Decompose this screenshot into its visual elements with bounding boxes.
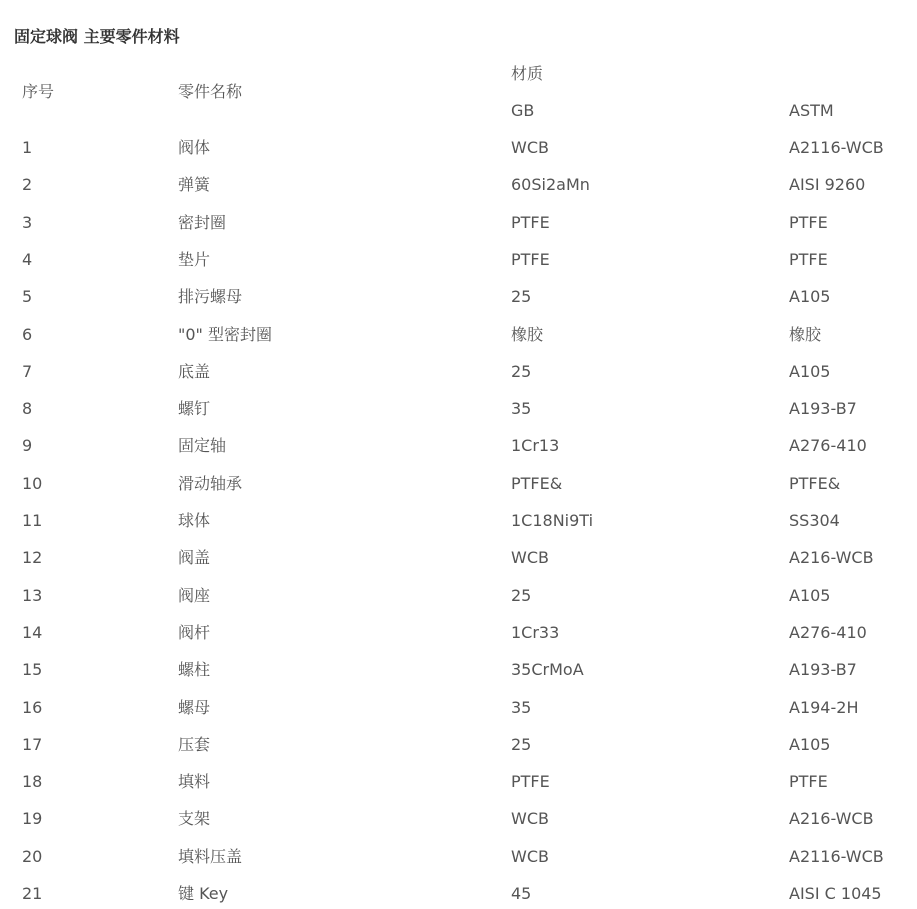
header-material: 材质	[511, 64, 544, 83]
cell-part-name: 支架	[178, 809, 211, 828]
cell-gb-material: 45	[511, 884, 532, 903]
cell-gb-material: WCB	[511, 847, 549, 866]
cell-part-name: 球体	[178, 511, 211, 530]
cell-astm-material: A216-WCB	[789, 548, 874, 567]
cell-no: 17	[22, 735, 43, 754]
cell-gb-material: 橡胶	[511, 325, 544, 344]
cell-no: 14	[22, 623, 43, 642]
cell-gb-material: 25	[511, 362, 532, 381]
cell-gb-material: WCB	[511, 809, 549, 828]
cell-no: 9	[22, 436, 33, 455]
cell-gb-material: PTFE	[511, 250, 550, 269]
cell-astm-material: PTFE	[789, 213, 828, 232]
cell-no: 21	[22, 884, 43, 903]
cell-astm-material: A276-410	[789, 623, 867, 642]
cell-no: 6	[22, 325, 33, 344]
cell-no: 20	[22, 847, 43, 866]
cell-astm-material: A276-410	[789, 436, 867, 455]
cell-gb-material: 35	[511, 399, 532, 418]
cell-part-name: 排污螺母	[178, 287, 243, 306]
cell-astm-material: PTFE	[789, 250, 828, 269]
cell-gb-material: 25	[511, 735, 532, 754]
cell-astm-material: A2116-WCB	[789, 138, 884, 157]
cell-no: 12	[22, 548, 43, 567]
cell-gb-material: PTFE	[511, 772, 550, 791]
cell-gb-material: WCB	[511, 138, 549, 157]
cell-part-name: 填料压盖	[178, 847, 243, 866]
cell-part-name: 固定轴	[178, 436, 227, 455]
cell-no: 18	[22, 772, 43, 791]
cell-gb-material: 25	[511, 586, 532, 605]
cell-astm-material: 橡胶	[789, 325, 822, 344]
cell-part-name: 压套	[178, 735, 211, 754]
header-part-name: 零件名称	[178, 82, 243, 101]
cell-part-name: 阀体	[178, 138, 211, 157]
cell-no: 11	[22, 511, 43, 530]
cell-gb-material: 35	[511, 698, 532, 717]
cell-gb-material: 1Cr13	[511, 436, 560, 455]
cell-no: 16	[22, 698, 43, 717]
cell-part-name: "0" 型密封圈	[178, 325, 272, 344]
cell-part-name: 键 Key	[178, 884, 229, 903]
cell-part-name: 密封圈	[178, 213, 227, 232]
cell-part-name: 螺钉	[178, 399, 211, 418]
cell-part-name: 螺柱	[178, 660, 211, 679]
page-title: 固定球阀 主要零件材料	[14, 27, 180, 46]
cell-astm-material: A193-B7	[789, 399, 857, 418]
cell-no: 8	[22, 399, 33, 418]
cell-no: 2	[22, 175, 33, 194]
cell-gb-material: 1Cr33	[511, 623, 560, 642]
cell-astm-material: A216-WCB	[789, 809, 874, 828]
cell-no: 5	[22, 287, 33, 306]
cell-no: 19	[22, 809, 43, 828]
cell-gb-material: 60Si2aMn	[511, 175, 590, 194]
cell-astm-material: A105	[789, 362, 831, 381]
header-no: 序号	[22, 82, 55, 101]
cell-astm-material: A194-2H	[789, 698, 859, 717]
cell-gb-material: PTFE	[511, 213, 550, 232]
cell-no: 7	[22, 362, 33, 381]
cell-no: 4	[22, 250, 33, 269]
cell-part-name: 螺母	[178, 698, 211, 717]
cell-no: 13	[22, 586, 43, 605]
cell-gb-material: WCB	[511, 548, 549, 567]
cell-gb-material: PTFE&	[511, 474, 563, 493]
cell-no: 15	[22, 660, 43, 679]
header-gb: GB	[511, 101, 535, 120]
cell-astm-material: AISI 9260	[789, 175, 866, 194]
cell-astm-material: A105	[789, 586, 831, 605]
cell-gb-material: 35CrMoA	[511, 660, 584, 679]
cell-gb-material: 1C18Ni9Ti	[511, 511, 594, 530]
cell-part-name: 底盖	[178, 362, 211, 381]
cell-no: 10	[22, 474, 43, 493]
cell-astm-material: PTFE	[789, 772, 828, 791]
cell-part-name: 弹簧	[178, 175, 211, 194]
cell-part-name: 阀盖	[178, 548, 211, 567]
cell-no: 1	[22, 138, 33, 157]
header-astm: ASTM	[789, 101, 834, 120]
cell-gb-material: 25	[511, 287, 532, 306]
cell-no: 3	[22, 213, 33, 232]
cell-part-name: 垫片	[178, 250, 211, 269]
cell-astm-material: PTFE&	[789, 474, 841, 493]
cell-part-name: 阀杆	[178, 623, 211, 642]
cell-astm-material: A193-B7	[789, 660, 857, 679]
cell-astm-material: A105	[789, 735, 831, 754]
cell-astm-material: SS304	[789, 511, 840, 530]
cell-astm-material: A105	[789, 287, 831, 306]
cell-astm-material: A2116-WCB	[789, 847, 884, 866]
cell-part-name: 滑动轴承	[178, 474, 243, 493]
cell-part-name: 阀座	[178, 586, 211, 605]
cell-part-name: 填料	[178, 772, 211, 791]
cell-astm-material: AISI C 1045	[789, 884, 882, 903]
